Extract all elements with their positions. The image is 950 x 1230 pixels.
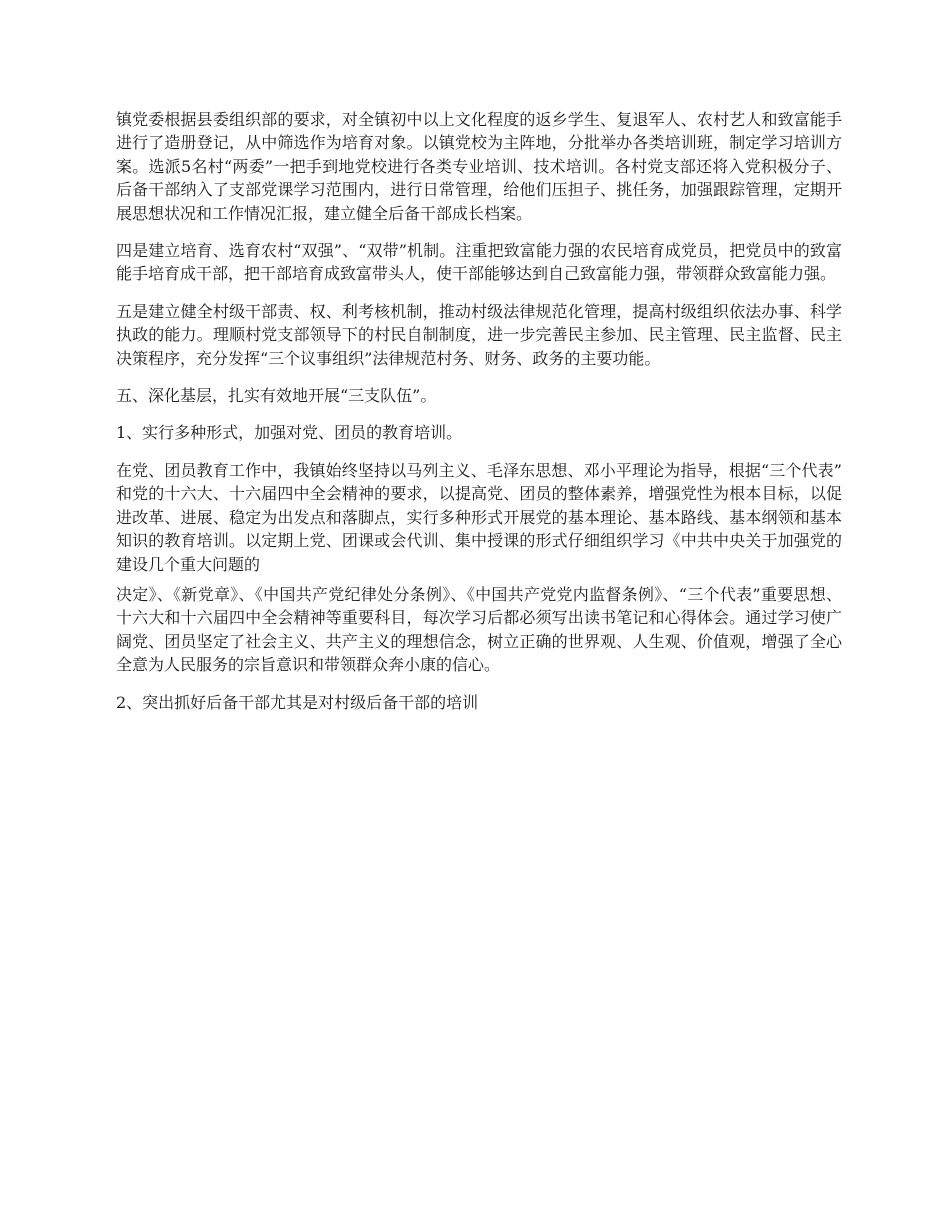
subheading-reserve-cadres: 2、突出抓好后备干部尤其是对村级后备干部的培训 xyxy=(116,692,479,712)
paragraph-member-education: 在党、团员教育工作中，我镇始终坚持以马列主义、毛泽东思想、邓小平理论为指导，根据“三个代表”和党的十六大、十六届四中全会精神的要求，以提高党、团员的整体素养，增强党性为根本目标，以促进改革、进展、稳定为出发点和落脚点，实行多种形式开展党的基本理论、基本路线、基本纲领和基本知识的教育培训。以定期上党、团课或会代训、集中授课的形式仔细组织学习《中共中央关于加强党的建设几个重大问题的 xyxy=(116,460,842,574)
document-body xyxy=(116,108,842,728)
section-heading-three-teams: 五、深化基层，扎实有效地开展“三支队伍”。 xyxy=(116,386,437,406)
paragraph-assessment-mechanism: 五是建立健全村级干部责、权、利考核机制，推动村级法律规范化管理，提高村级组织依法办事、科学执政的能力。理顺村党支部领导下的村民自制制度，进一步完善民主参加、民主管理、民主监督、民主决策程序，充分发挥“三个议事组织”法律规范村务、财务、政务的主要功能。 xyxy=(116,301,842,368)
paragraph-double-strong-mechanism: 四是建立培育、选育农村“双强”、“双带”机制。注重把致富能力强的农民培育成党员，把党员中的致富能手培育成干部，把干部培育成致富带头人，使干部能够达到自己致富能力强，带领群众致富能力强。 xyxy=(116,241,842,284)
subheading-education-training: 1、实行多种形式，加强对党、团员的教育培训。 xyxy=(116,423,463,443)
paragraph-study-subjects: 决定》、《新党章》、《中国共产党纪律处分条例》、《中国共产党党内监督条例》、“三个代表”重要思想、十六大和十六届四中全会精神等重要科目，每次学习后都必须写出读书笔记和心得体会。通过学习使广阔党、团员坚定了社会主义、共产主义的理想信念，树立正确的世界观、人生观、价值观，增强了全心全意为人民服务的宗旨意识和带领群众奔小康的信心。 xyxy=(116,584,842,675)
paragraph-cadre-training: 镇党委根据县委组织部的要求，对全镇初中以上文化程度的返乡学生、复退军人、农村艺人和致富能手进行了造册登记，从中筛选作为培育对象。以镇党校为主阵地，分批举办各类培训班，制定学习培训方案。选派5名村“两委”一把手到地党校进行各类专业培训、技术培训。各村党支部还将入党积极分子、后备干部纳入了支部党课学习范围内，进行日常管理，给他们压担子、挑任务，加强跟踪管理，定期开展思想状况和工作情况汇报，建立健全后备干部成长档案。 xyxy=(116,110,842,223)
